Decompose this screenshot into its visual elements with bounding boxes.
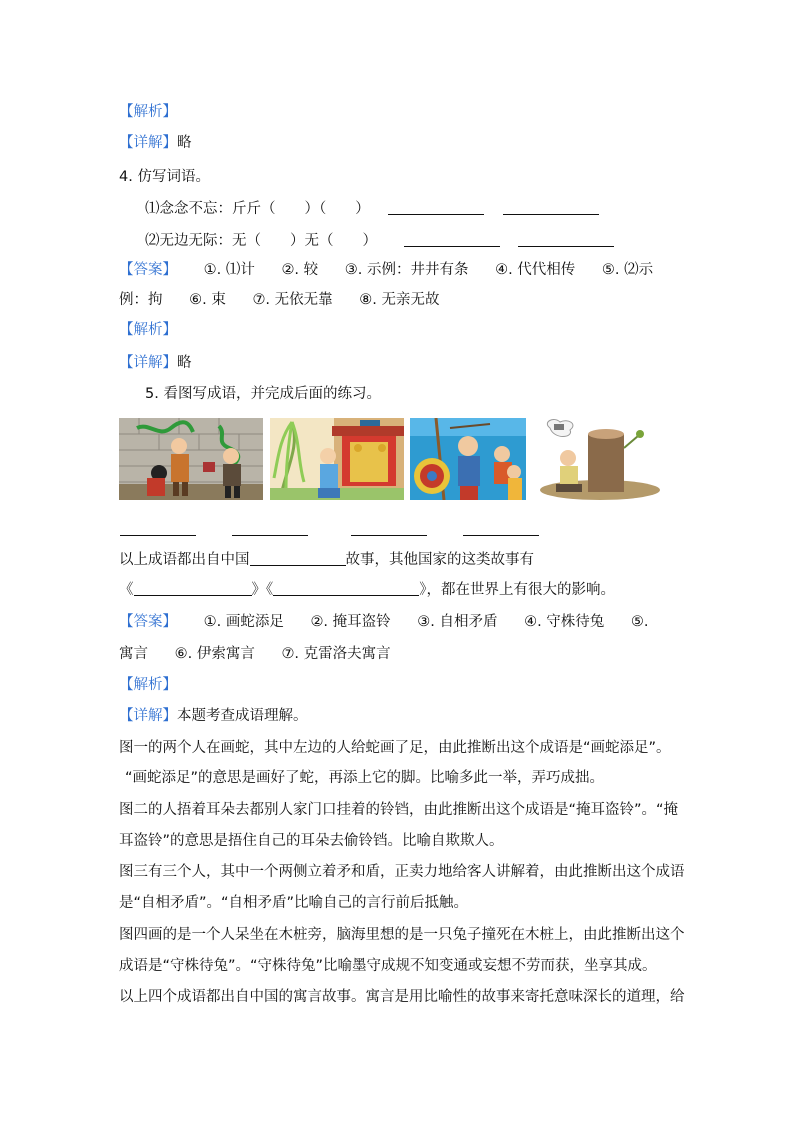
- q4-item-2: [145, 231, 614, 251]
- answer-item: 寓言: [119, 646, 148, 662]
- q5-sentence-2: [119, 580, 615, 600]
- paragraph-line: 图四画的是一个人呆坐在木桩旁，脑海里想的是一只兔子撞死在木桩上，由此推断出这个: [119, 927, 685, 943]
- paragraph-line: 是“自相矛盾”。“自相矛盾”比喻自己的言行前后抵触。: [119, 895, 469, 911]
- analysis-heading: 【解析】: [119, 677, 177, 693]
- answer-5-line-2: [119, 644, 391, 664]
- answer-item: ⑤. ⑵示: [601, 262, 654, 278]
- answer-item: ①. ⑴计: [203, 262, 255, 278]
- bell-stealing-picture: [270, 418, 404, 500]
- answer-item: ⑦. 无依无靠: [252, 292, 333, 308]
- detail-tag: 【详解】: [119, 135, 177, 151]
- spear-shield-picture: [410, 418, 526, 500]
- paragraph-line: 图三有三个人，其中一个两侧立着矛和盾，正卖力地给客人讲解着，由此推断出这个成语: [119, 864, 685, 880]
- detail-tag: 【详解】: [119, 355, 177, 371]
- answer-tag: 【答案】: [119, 262, 177, 278]
- q5-sentence-text: 以上成语都出自中国: [119, 552, 250, 568]
- answer-blank[interactable]: [388, 200, 484, 215]
- answer-5-line-1: [119, 612, 649, 632]
- answer-item: ②. 较: [281, 262, 319, 278]
- answer-item: ⑤.: [630, 614, 649, 630]
- answer-blank[interactable]: [232, 535, 308, 536]
- q4-item-1: [145, 199, 599, 219]
- analysis-heading: 【解析】: [119, 104, 177, 120]
- answer-item: ④. 代代相传: [495, 262, 576, 278]
- answer-4-line-1: [119, 260, 653, 280]
- answer-item: ⑧. 无亲无故: [359, 292, 440, 308]
- answer-blank[interactable]: [351, 535, 427, 536]
- snake-drawing-picture: [119, 418, 263, 500]
- detail-text: 略: [177, 135, 192, 151]
- paragraph-line: 以上四个成语都出自中国的寓言故事。寓言是用比喻性的故事来寄托意味深长的道理，给: [119, 989, 685, 1005]
- detail-text: 本题考查成语理解。: [177, 708, 308, 724]
- answer-item: ②. 掩耳盗铃: [310, 614, 391, 630]
- answer-4-line-2: [119, 290, 439, 310]
- answer-blank[interactable]: [273, 581, 419, 596]
- answer-item: ⑥. 伊索寓言: [174, 646, 255, 662]
- paragraph-line: 图二的人捂着耳朵去都别人家门口挂着的铃铛，由此推断出这个成语是“掩耳盗铃”。“掩: [119, 802, 679, 818]
- paragraph-line: 耳盗铃”的意思是捂住自己的耳朵去偷铃铛。比喻自欺欺人。: [119, 833, 504, 849]
- stump-rabbit-picture: [538, 418, 662, 500]
- answer-tag: 【答案】: [119, 614, 177, 630]
- answer-item: ⑥. 束: [189, 292, 226, 308]
- q5-sentence-1: [119, 550, 534, 570]
- analysis-heading: 【解析】: [119, 322, 177, 338]
- answer-item: ①. 画蛇添足: [203, 614, 284, 630]
- detail-intro: [119, 706, 308, 726]
- detail-tag: 【详解】: [119, 708, 177, 724]
- answer-blank[interactable]: [404, 232, 500, 247]
- answer-item: ③. 自相矛盾: [417, 614, 498, 630]
- q5-sentence-text: 》，都在世界上有很大的影响。: [419, 582, 615, 598]
- q5-sentence-text: 《: [119, 582, 134, 598]
- answer-item: ③. 示例：井井有条: [344, 262, 469, 278]
- answer-blank[interactable]: [463, 535, 539, 536]
- q5-sentence-text: 故事，其他国家的这类故事有: [345, 552, 534, 568]
- answer-item: 例：拘: [119, 292, 163, 308]
- q5-title: 5. 看图写成语，并完成后面的练习。: [145, 386, 381, 402]
- paragraph-line: “画蛇添足”的意思是画好了蛇，再添上它的脚。比喻多此一举，弄巧成拙。: [125, 770, 605, 786]
- answer-item: ④. 守株待兔: [524, 614, 605, 630]
- detail-text: 略: [177, 355, 192, 371]
- answer-item: ⑦. 克雷洛夫寓言: [281, 646, 391, 662]
- answer-blank[interactable]: [120, 535, 196, 536]
- answer-blank[interactable]: [134, 581, 252, 596]
- answer-blank[interactable]: [250, 551, 346, 566]
- q4-item-1-text: ⑴念念不忘：斤斤（ ）（ ）: [145, 201, 370, 217]
- answer-blank[interactable]: [503, 200, 599, 215]
- paragraph-line: 成语是“守株待兔”。“守株待兔”比喻墨守成规不知变通或妄想不劳而获，坐享其成。: [119, 958, 657, 974]
- q4-item-2-text: ⑵无边无际：无（ ）无（ ）: [145, 233, 377, 249]
- q4-title: 4. 仿写词语。: [119, 169, 210, 185]
- detail-line: [119, 133, 192, 153]
- answer-blank[interactable]: [518, 232, 614, 247]
- q5-sentence-text: 》《: [251, 582, 274, 598]
- paragraph-line: 图一的两个人在画蛇，其中左边的人给蛇画了足，由此推断出这个成语是“画蛇添足”。: [119, 740, 671, 756]
- detail-line: [119, 353, 192, 373]
